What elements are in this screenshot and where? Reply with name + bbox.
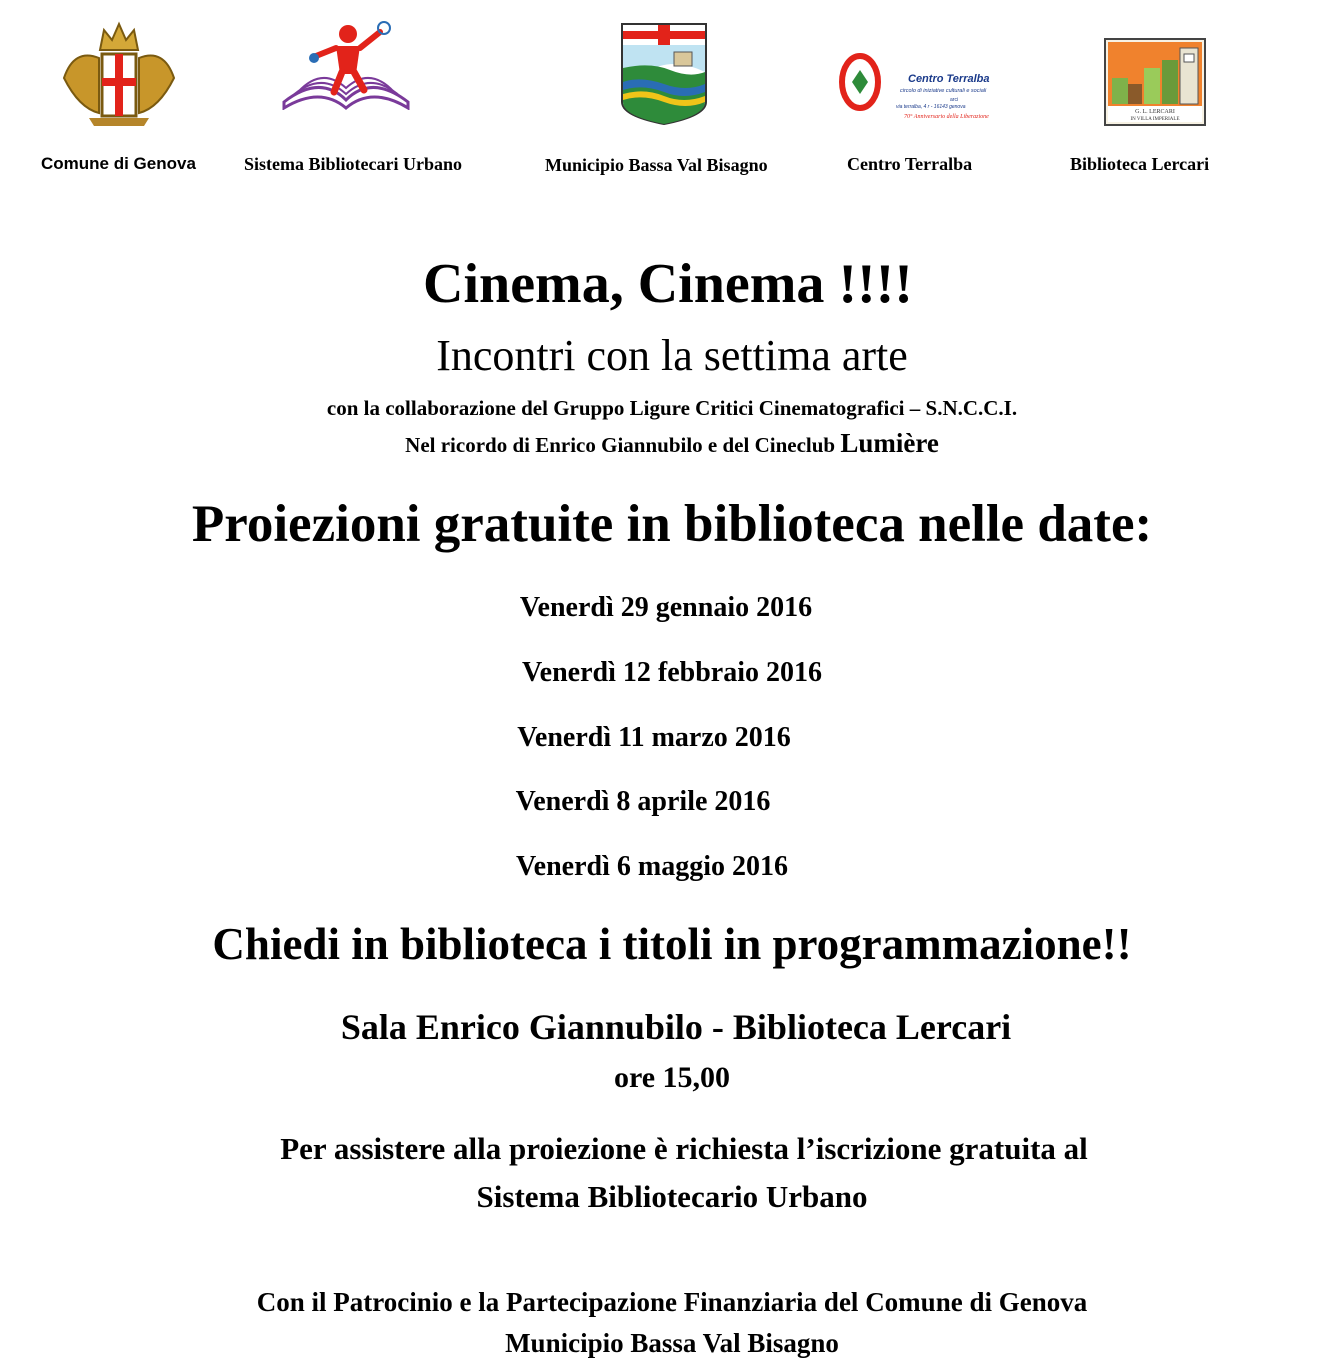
logo-text-line: arci: [950, 97, 959, 103]
genova-coat-of-arms-icon: [54, 18, 184, 128]
date-item: Venerdì 6 maggio 2016: [516, 851, 788, 882]
logo-text-line: via terralba, 4 r - 16143 genova: [896, 104, 966, 110]
date-item: Venerdì 11 marzo 2016: [517, 722, 791, 753]
logo-label-centro-terralba: Centro Terralba: [847, 154, 973, 174]
time: ore 15,00: [613, 1061, 731, 1094]
centro-terralba-logo-icon: [838, 52, 1010, 124]
date-item: Venerdì 8 aprile 2016: [515, 786, 771, 817]
date-item: Venerdì 12 febbraio 2016: [522, 657, 822, 688]
logo-label-comune-genova: Comune di Genova: [41, 154, 196, 173]
reading-figure-book-icon: [280, 14, 412, 110]
memory-line: [0, 428, 1344, 459]
screenings-headline: Proiezioni gratuite in biblioteca nelle date:: [191, 495, 1153, 553]
date-item: Venerdì 29 gennaio 2016: [519, 592, 813, 623]
logo-text-line: 70° Anniversario della Liberazione: [904, 114, 989, 120]
venue: Sala Enrico Giannubilo - Biblioteca Lercari: [340, 1007, 1012, 1047]
collaboration-line: con la collaborazione del Gruppo Ligure Critici Cinematografici – S.N.C.C.I.: [326, 396, 1018, 420]
sponsor-line-1: Con il Patrocinio e la Partecipazione Finanziaria del Comune di Genova: [256, 1287, 1088, 1317]
page-title: Cinema, Cinema !!!!: [423, 253, 913, 315]
logo-row: [0, 0, 1344, 190]
memory-prefix: Nel ricordo di Enrico Giannubilo e del Cineclub: [405, 433, 836, 457]
logo-text-line: G. L. LERCARI: [1135, 109, 1175, 115]
municipio-shield-icon: [620, 22, 708, 126]
logo-label-sistema-bibliotecari: Sistema Bibliotecari Urbano: [244, 154, 462, 174]
logo-label-biblioteca-lercari: Biblioteca Lercari: [1070, 154, 1210, 174]
page-subtitle: Incontri con la settima arte: [436, 331, 908, 380]
memory-highlight: Lumière: [840, 428, 939, 458]
logo-label-municipio: Municipio Bassa Val Bisagno: [545, 155, 768, 175]
registration-line-1: Per assistere alla proiezione è richiesta l’iscrizione gratuita al: [280, 1131, 1088, 1166]
logo-text-line: circolo di iniziative culturali e sociali: [900, 88, 987, 94]
biblioteca-lercari-logo-icon: [1104, 38, 1206, 126]
registration-line-2: Sistema Bibliotecario Urbano: [476, 1179, 868, 1214]
logo-text-line: Centro Terralba: [908, 73, 990, 85]
sponsor-line-2: Municipio Bassa Val Bisagno: [505, 1328, 839, 1358]
ask-titles-headline: Chiedi in biblioteca i titoli in programmazione!!: [212, 919, 1132, 969]
logo-text-line: IN VILLA IMPERIALE: [1130, 117, 1180, 122]
